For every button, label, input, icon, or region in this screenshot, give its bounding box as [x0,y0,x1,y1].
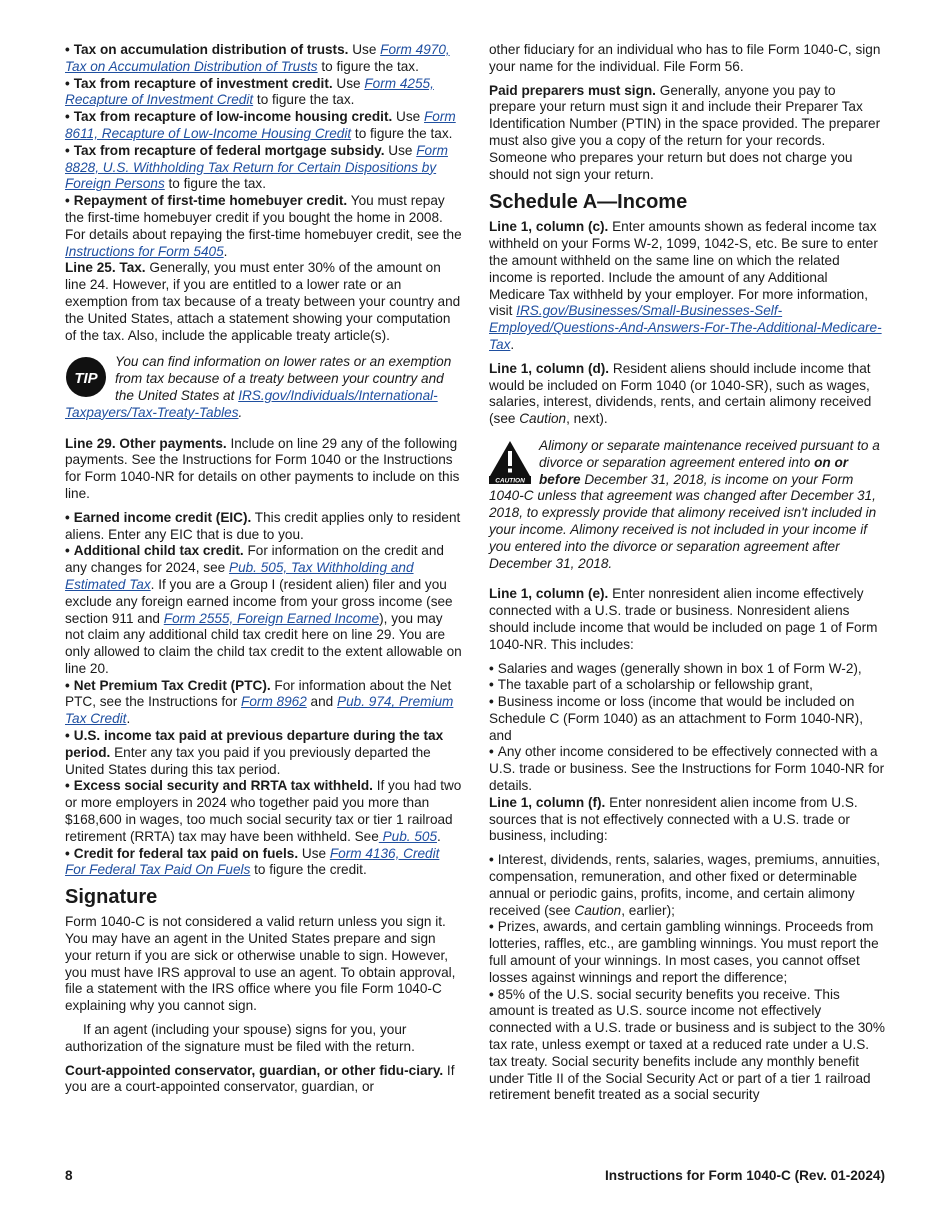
bullet-homebuyer-credit: • Repayment of first-time homebuyer credit. You must repay the first-time homebuyer credit if you bought the home in 2008. For details about repaying the first-time homebuyer credit, see the Instructions for Form 5405. [65,193,462,259]
tax-treaty-link[interactable]: IRS.gov/Individuals/International-Taxpayers/Tax-Treaty-Tables [65,387,438,420]
bullet-prizes: • Prizes, awards, and certain gambling winnings. Proceeds from lotteries, raffles, etc., are gambling winnings. You must report the full amount of your winnings. In most cases, you cannot offset losses against winnings and report the difference; [489,919,879,985]
medicare-tax-link[interactable]: IRS.gov/Businesses/Small-Businesses-Self-Employed/Questions-And-Answers-For-The-Additional-Medicare-Tax [489,303,882,352]
column-f-paragraph: Line 1, column (f). Enter nonresident alien income from U.S. sources that is not effectively connected with a U.S. trade or business, including: [489,794,858,844]
svg-text:CAUTION: CAUTION [495,477,525,484]
page-number: 8 [65,1168,73,1183]
bullet-fuels-credit: • Credit for federal tax paid on fuels. Use Form 4136, Credit For Federal Tax Paid On Fuels to figure the credit. [65,845,440,878]
bullet-low-income-housing: • Tax from recapture of low-income housing credit. Use Form 8611, Recapture of Low-Income Housing Credit to figure the tax. [65,109,456,141]
court-appointed-paragraph: Court-appointed conservator, guardian, or other fidu-ciary. If you are a court-appointed conservator, guardian, or [65,1062,455,1095]
bullet-departure-tax: • U.S. income tax paid at previous departure during the tax period. Enter any tax you paid if you previously departed the United States during this tax period. [65,728,444,777]
bullet-excess-ss: • Excess social security and RRTA tax withheld. If you had two or more employers in 2024 who together paid you more than $168,600 in wages, too much social security tax or tier 1 railroad retirement (RRTA) tax may have been withheld. See Pub. 505. [65,778,462,844]
bullet-net-ptc: • Net Premium Tax Credit (PTC). For information about the Net PTC, see the Instructions for Form 8962 and Pub. 974, Premium Tax Credit. [65,677,454,727]
form-4136-link[interactable]: Form 4136, Credit For Federal Tax Paid On Fuels [65,845,440,878]
column-c-paragraph: Line 1, column (c). Enter amounts shown as federal income tax withheld on your Forms W-2, 1099, 1042-S, etc. Be sure to enter the amount withheld on the same line on which the related income is reported. Include the amount of any Additional Medicare Tax withheld by your employer. For more information, visit IRS.gov/Businesses/Small-Businesses-Self-Employed/Questions-And-Answers-For-The-Additional-Medicare-Tax. [489,219,882,352]
signature-paragraph-2: If an agent (including your spouse) signs for you, your authorization of the signature must be filed with the return. [65,1022,415,1054]
pub-505-link[interactable]: Pub. 505, Tax Withholding and Estimated Tax [65,560,414,592]
form-8828-link[interactable]: Form 8828, U.S. Withholding Tax Return for Certain Dispositions by Foreign Persons [65,142,448,192]
tip-icon [65,356,107,398]
signature-paragraph-1: Form 1040-C is not considered a valid return unless you sign it. You may have an agent in the United States prepare and sign your return if you are sick or otherwise unable to sign. However, you must have IRS approval to use an agent. To obtain approval, file a statement with the IRS office where you file Form 1040-C explaining why you cannot sign. [65,914,456,1014]
bullet-child-tax-credit: • Additional child tax credit. For information on the credit and any changes for 2024, see Pub. 505, Tax Withholding and Estimated Tax. If you are a Group I (resident alien) filer and you exclude any foreign earned income from your gross income (see section 911 and Form 2555, Foreign Earned Income), you may not claim any additional child tax credit here on line 29. You are only allowed to claim the child tax credit to the extent allowable on line 20. [65,543,462,676]
form-5405-link[interactable]: Instructions for Form 5405 [65,243,224,259]
bullet-other-income: • Any other income considered to be effectively connected with a U.S. trade or business. See the Instructions for Form 1040-NR for details. [489,744,885,794]
tip-note: TIP You can find information on lower rates or an exemption from tax because of a treaty between your country and the United States at IRS.gov/Individuals/International-Taxpayers/Tax-Treaty-Tables. [65,354,452,420]
form-4970-link[interactable]: Form 4970, Tax on Accumulation Distribution of Trusts [65,42,450,74]
caution-icon [489,440,531,484]
bullet-investment-credit: • Tax from recapture of investment credit. Use Form 4255, Recapture of Investment Credit to figure the tax. [65,75,434,108]
column-d-paragraph: Line 1, column (d). Resident aliens should include income that would be included on Form 1040 (or 1040-SR), such as wages, salaries, interest, dividends, rents, and certain alimony received (see Caution, next). [489,360,872,427]
left-column [65,42,462,1096]
schedule-a-heading: Schedule A—Income [489,191,688,214]
svg-text:TIP: TIP [74,370,98,388]
caution-note: CAUTION Alimony or separate maintenance received pursuant to a divorce or separation agreement entered into on or before December 31, 2018, is income on your Form 1040-C unless that agreement was changed after December 31, 2018, to expressly provide that alimony received isn't included in your income. Alimony received is not included in your income if you entered into the divorce or separation agreement after December 31, 2018. [489,437,880,571]
right-column [489,42,886,1104]
bullet-salaries: • Salaries and wages (generally shown in box 1 of Form W-2), [489,660,862,676]
line-29-paragraph: Line 29. Other payments. Include on line 29 any of the following payments. See the Instructions for Form 1040 or the Instructions for Form 1040-NR for details on other payments to include on this line. [65,435,460,501]
paid-preparers-paragraph: Paid preparers must sign. Generally, anyone you pay to prepare your return must sign it and include their Preparer Tax Identification Number (PTIN) in the space provided. The preparer must also give you a copy of the return for your records. Someone who prepares your return but does not charge you should not sign your return. [489,82,881,182]
column-e-paragraph: Line 1, column (e). Enter nonresident alien income effectively connected with a U.S. trade or business. Nonresident aliens should include income that would be included on page 1 of Form 1040-NR. This includes: [489,586,878,652]
form-8611-link[interactable]: Form 8611, Recapture of Low-Income Housing Credit [65,109,456,141]
pub-505-link-2[interactable]: Pub. 505 [378,828,438,844]
form-4255-link[interactable]: Form 4255, Recapture of Investment Credit [65,75,434,108]
bullet-business-income: • Business income or loss (income that would be included on Schedule C (Form 1040) as an attachment to Form 1040-NR), and [489,694,863,743]
line-25-paragraph: Line 25. Tax. Generally, you must enter 30% of the amount on line 24. However, if you are entitled to a lower rate or an exemption from tax because of a treaty between your country and the United States, attach a statement showing your computation of the tax. Also, include the applicable treaty article(s). [65,260,461,343]
bullet-interest-dividends: • Interest, dividends, rents, salaries, wages, premiums, annuities, compensation, remuneration, and other fixed or determinable annual or periodic gains, profits, income, and certain alimony received (see Caution, earlier); [489,852,881,918]
signature-heading: Signature [65,886,158,909]
form-8962-link[interactable]: Form 8962 [241,694,307,710]
form-2555-link[interactable]: Form 2555, Foreign Earned Income [163,610,380,626]
footer-form-title: Instructions for Form 1040-C (Rev. 01-2024) [604,1168,885,1183]
bullet-mortgage-subsidy: • Tax from recapture of federal mortgage subsidy. Use Form 8828, U.S. Withholding Tax Return for Certain Dispositions by Foreign Persons to figure the tax. [65,142,448,192]
bullet-social-security: • 85% of the U.S. social security benefits you receive. This amount is treated as U.S. source income not effectively connected with a U.S. trade or business and is subject to the 30% tax rate, unless exempt or taxed at a reduced rate under a U.S. tax treaty. Social security benefits include any monthly benefit under Title II of the Social Security Act or part of a tier 1 railroad retirement benefit treated as a social security [489,986,885,1103]
pub-974-link[interactable]: Pub. 974, Premium Tax Credit [65,694,454,727]
bullet-eic: • Earned income credit (EIC). This credit applies only to resident aliens. Enter any EIC that is due to you. [65,509,461,542]
court-appointed-continued: other fiduciary for an individual who has to file Form 1040-C, sign your name for the individual. File Form 56. [489,42,881,74]
bullet-scholarship: • The taxable part of a scholarship or fellowship grant, [489,677,813,693]
bullet-accumulation: • Tax on accumulation distribution of trusts. Use Form 4970, Tax on Accumulation Distribution of Trusts to figure the tax. [65,42,450,74]
